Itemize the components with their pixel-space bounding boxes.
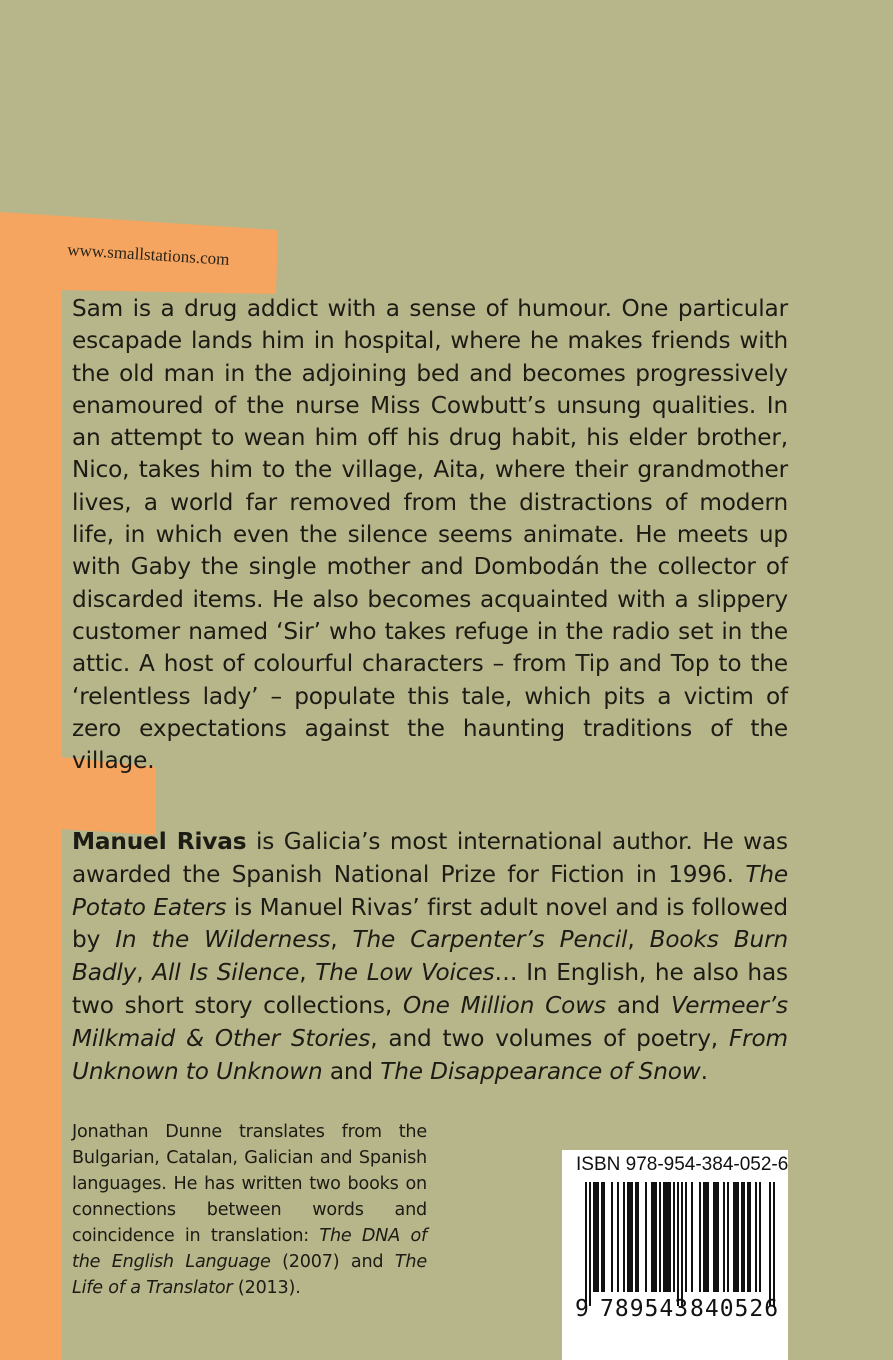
barcode-bar <box>585 1182 587 1306</box>
barcode-bar <box>749 1182 751 1292</box>
barcode-bar <box>653 1182 655 1292</box>
bio-text: and <box>322 1057 381 1085</box>
book-title: The Low Voices <box>315 959 495 987</box>
barcode-bar <box>723 1182 725 1292</box>
book-title: From Unknown to Unknown <box>72 1024 788 1085</box>
barcode-bar <box>659 1182 661 1292</box>
book-title: All Is Silence <box>152 959 300 987</box>
barcode-bar <box>769 1182 771 1306</box>
barcode-bar <box>759 1182 761 1292</box>
barcode-bar <box>707 1182 709 1292</box>
barcode-bar <box>655 1182 657 1292</box>
book-title: The Carpenter’s Pencil <box>352 926 628 954</box>
barcode-bar <box>623 1182 625 1292</box>
book-title: The DNA of the English Language <box>72 1226 427 1272</box>
bio-text: , <box>627 926 650 954</box>
barcode-bar <box>673 1182 675 1292</box>
barcode-bar <box>645 1182 647 1292</box>
barcode-bar <box>635 1182 637 1292</box>
barcode-bar <box>741 1182 743 1292</box>
barcode-bar <box>617 1182 619 1292</box>
bio-text: , and two volumes of poetry, <box>370 1024 729 1052</box>
barcode-bar <box>703 1182 705 1292</box>
barcode-bar <box>733 1182 735 1292</box>
bio-text: is Manuel Rivas’ first adult novel and is followed by <box>72 893 788 954</box>
bio-text: and <box>605 991 671 1019</box>
barcode-bar <box>603 1182 605 1292</box>
bio-text: . <box>700 1057 708 1085</box>
barcode-bar <box>715 1182 717 1292</box>
bio-text: is Galicia’s most international author. He was awarded the Spanish National Prize for Fiction in 1996. <box>72 828 788 888</box>
barcode-bar <box>637 1182 639 1292</box>
book-title: The Disappearance of Snow <box>380 1057 701 1085</box>
translator-text: Jonathan Dunne translates from the Bulgarian, Catalan, Galician and Spanish languages. He has written two books on connections between words and coincidence in translation: <box>72 1122 427 1246</box>
book-title: The Life of a Translator <box>72 1252 427 1298</box>
author-name: Manuel Rivas <box>72 828 247 855</box>
bio-text: … In English, he also has two short story collections, <box>72 959 788 1019</box>
barcode-icon <box>575 1182 785 1308</box>
author-bio <box>72 826 788 1088</box>
barcode-bar <box>667 1182 669 1292</box>
barcode-bar <box>755 1182 757 1292</box>
barcode-bar <box>593 1182 595 1292</box>
barcode-bar <box>727 1182 729 1292</box>
bio-text: , <box>330 926 353 954</box>
bio-text: , <box>299 959 316 987</box>
book-title: The Potato Eaters <box>72 860 788 921</box>
barcode-bar <box>663 1182 665 1292</box>
translator-bio <box>72 1119 427 1301</box>
barcode-bar <box>685 1182 687 1292</box>
translator-text: (2013). <box>232 1278 301 1298</box>
barcode-bar <box>669 1182 671 1292</box>
barcode-bar <box>631 1182 633 1292</box>
barcode-bar <box>601 1182 603 1292</box>
barcode-bar <box>737 1182 739 1292</box>
barcode-bar <box>713 1182 715 1292</box>
translator-text: (2007) and <box>270 1252 395 1272</box>
website-url: www.smallstations.com <box>66 240 230 269</box>
book-title: Books Burn Badly <box>72 926 788 987</box>
barcode-bar <box>651 1182 653 1292</box>
barcode-digits-right: 840526 <box>690 1296 780 1322</box>
barcode-bar <box>747 1182 749 1292</box>
barcode-bar <box>681 1182 683 1306</box>
barcode-bar <box>705 1182 707 1292</box>
barcode-bar <box>691 1182 693 1292</box>
barcode-bar <box>627 1182 629 1292</box>
barcode-bar <box>595 1182 597 1292</box>
barcode-digit-lead: 9 <box>575 1296 590 1322</box>
book-title: Vermeer’s Milkmaid & Other Stories <box>72 991 788 1052</box>
barcode-bar <box>717 1182 719 1292</box>
barcode-bar <box>629 1182 631 1292</box>
barcode-digits-left: 789543 <box>600 1296 690 1322</box>
barcode-bar <box>773 1182 775 1306</box>
barcode-bar <box>699 1182 701 1292</box>
barcode-bar <box>665 1182 667 1292</box>
book-title: One Million Cows <box>402 991 606 1019</box>
isbn-label: ISBN 978-954-384-052-6 <box>576 1154 789 1175</box>
barcode-bar <box>735 1182 737 1292</box>
barcode-bar <box>677 1182 679 1306</box>
barcode-bar <box>597 1182 599 1292</box>
barcode-bar <box>589 1182 591 1306</box>
barcode-bar <box>611 1182 613 1292</box>
barcode-bar <box>743 1182 745 1292</box>
bio-text: , <box>136 959 153 987</box>
book-title: In the Wilderness <box>115 926 331 954</box>
blurb: Sam is a drug addict with a sense of humour. One particular escapade lands him in hospital, where he makes friends with the old man in the adjoining bed and becomes progressively enamoured of the nurse Miss Cowbutt’s unsung qualities. In an attempt to wean him off his drug habit, his elder brother, Nico, takes him to the village, Aita, where their grandmother lives, a world far removed from the distractions of modern life, in which even the silence seems animate. He meets up with Gaby the single mother and Dombodán the collector of discarded items. He also becomes acquainted with a slippery customer named ‘Sir’ who takes refuge in the radio set in the attic. A host of colourful characters – from Tip and Top to the ‘relentless lady’ – populate this tale, which pits a victim of zero expectations against the haunting traditions of the village. <box>72 295 788 775</box>
